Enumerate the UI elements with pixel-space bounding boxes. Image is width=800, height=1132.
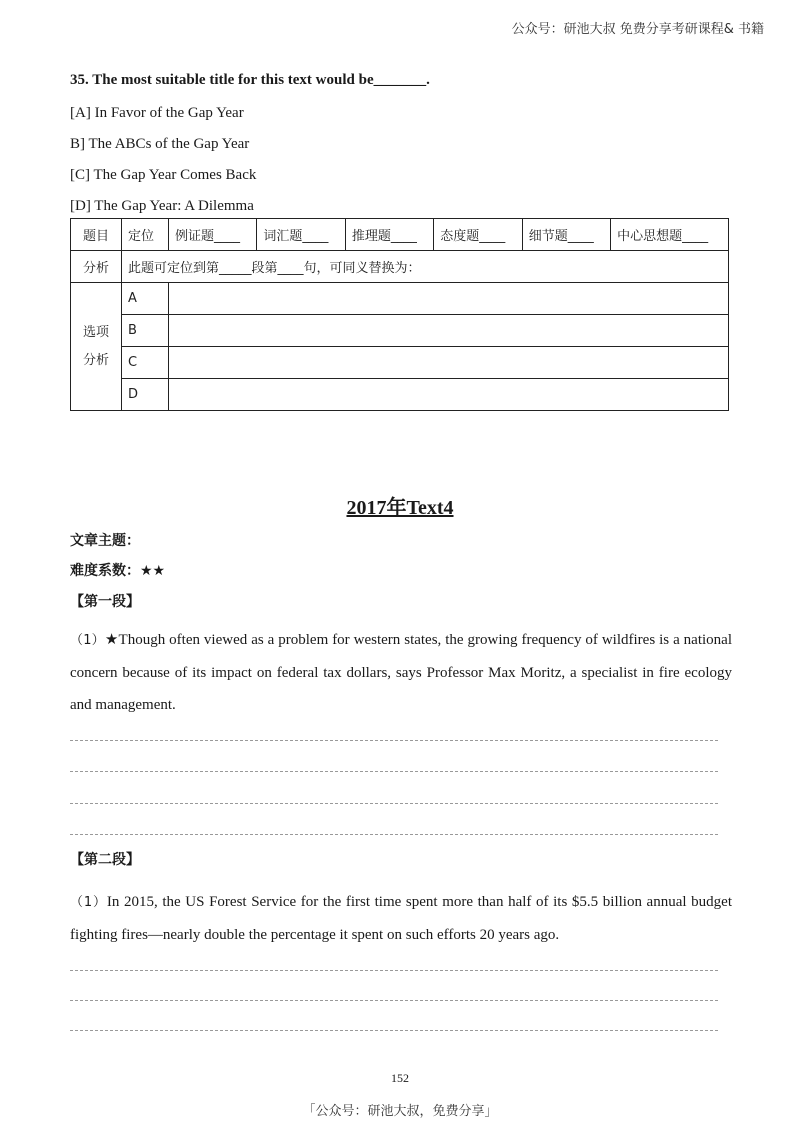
sentence-text: In 2015, the US Forest Service for the first time spent more than half of its $5.5 billion annual budget fighting fires—nearly double the percentage it spent on such efforts 20 years ago. — [70, 894, 732, 943]
option-b: B] The ABCs of the Gap Year — [70, 136, 250, 152]
answer-line — [70, 771, 718, 772]
type-detail: 细节题____ — [522, 219, 610, 251]
type-locate: 定位 — [122, 219, 169, 251]
option-d: [D] The Gap Year: A Dilemma — [70, 198, 254, 214]
header-watermark: 公众号：研池大叔 免费分享考研课程& 书籍 — [511, 22, 764, 37]
option-a: [A] In Favor of the Gap Year — [70, 105, 244, 121]
locate-instruction: 此题可定位到第_____段第____句，可同义替换为： — [122, 251, 729, 283]
paragraph-2-heading: 【第二段】 — [70, 852, 140, 868]
type-vocabulary: 词汇题____ — [257, 219, 345, 251]
paragraph-1-heading: 【第一段】 — [70, 594, 140, 610]
option-letter-c: C — [122, 347, 169, 379]
table-row — [71, 315, 729, 347]
analysis-table — [70, 218, 729, 411]
sentence-text: ★Though often viewed as a problem for western states, the growing frequency of wildfires is a national concern because of its impact on federal tax dollars, says Professor Max Moritz, a specialist in fire ecology and management. — [70, 632, 732, 713]
option-answer-d — [169, 379, 729, 411]
options-label-line2: 分析 — [82, 352, 109, 368]
option-letter-d: D — [122, 379, 169, 411]
sentence-number: （1） — [70, 633, 105, 648]
answer-line — [70, 970, 718, 971]
footer-watermark: 「公众号：研池大叔，免费分享」 — [302, 1104, 498, 1119]
type-example: 例证题____ — [169, 219, 257, 251]
option-answer-c — [169, 347, 729, 379]
answer-line — [70, 803, 718, 804]
paragraph-1 — [70, 624, 732, 721]
option-letter-a: A — [122, 283, 169, 315]
table-row — [71, 219, 729, 251]
option-letter-b: B — [122, 315, 169, 347]
table-row — [71, 283, 729, 315]
table-row — [71, 251, 729, 283]
theme-label: 文章主题： — [70, 533, 140, 549]
options-label-line1: 选项 — [82, 324, 109, 340]
options-analysis-label — [71, 283, 122, 411]
answer-line — [70, 1000, 718, 1001]
answer-line — [70, 1030, 718, 1031]
option-answer-b — [169, 315, 729, 347]
question-title: 35. The most suitable title for this text would be_______. — [70, 72, 430, 88]
option-c: [C] The Gap Year Comes Back — [70, 167, 257, 183]
type-attitude: 态度题____ — [434, 219, 522, 251]
answer-line — [70, 834, 718, 835]
type-main-idea: 中心思想题____ — [611, 219, 729, 251]
type-inference: 推理题____ — [345, 219, 433, 251]
difficulty-label: 难度系数：★★ — [70, 563, 166, 579]
paragraph-2 — [70, 886, 732, 951]
page-number: 152 — [391, 1071, 409, 1085]
answer-line — [70, 740, 718, 741]
row-label-question: 题目 — [71, 219, 122, 251]
section-title: 2017年Text4 — [346, 497, 454, 519]
row-label-analysis: 分析 — [71, 251, 122, 283]
sentence-number: （1） — [70, 895, 107, 910]
table-row — [71, 347, 729, 379]
option-answer-a — [169, 283, 729, 315]
table-row — [71, 379, 729, 411]
